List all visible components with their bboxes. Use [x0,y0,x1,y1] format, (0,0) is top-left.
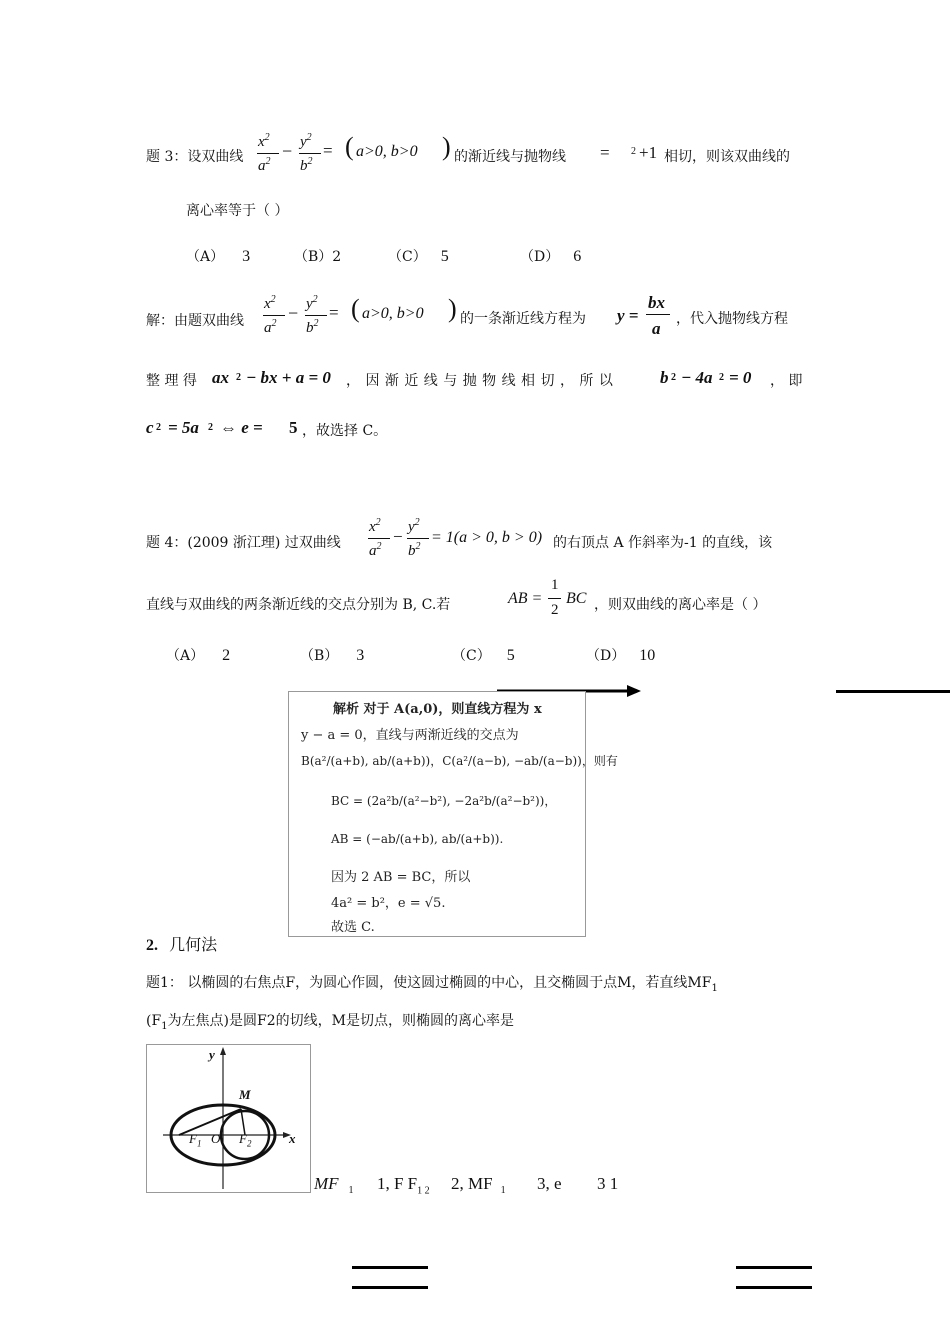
fig-o-label: O [211,1131,221,1146]
q3-line2: 离心率等于（ ） [186,203,289,219]
solution-line-2: y − a = 0，直线与两渐近线的交点为 [301,728,519,743]
q3-minus: − [282,141,293,161]
bottom-rule-2b [736,1286,812,1289]
q3-frac2-den: $b^2$ [300,156,313,174]
bottom-rule-1b [352,1286,428,1289]
sol3-eq3a: c [146,418,154,437]
q3-option-c: （C） 5 [388,248,449,265]
q4-cond: = 1(a > 0, b > 0) [431,529,543,546]
q4-frac2-num: $y^2$ [408,517,420,535]
q3-frac2-num: $y^2$ [300,132,312,150]
sol3-lead: 解：由题双曲线 [146,313,244,329]
q3-option-b: （B）2 [294,249,342,265]
q3-after: 的渐近线与抛物线 [454,149,566,165]
sol3-end: ，代入抛物线方程 [676,311,788,327]
fig-m-label: M [239,1087,251,1102]
sol3-y-eq: y = [617,306,639,325]
q4-option-d: （D） 10 [586,647,656,664]
q4-line2b: ，则双曲线的离心率是（ ） [594,597,767,613]
sol3-frac1-num: $x^2$ [264,294,276,312]
q4-minus: − [393,527,403,546]
sol3-frac2-bar [305,315,327,316]
sol3-eq2-sq2: 2 [719,372,724,383]
sol3-line2-prefix: 整 理 得 [146,373,197,389]
solution-line-6: 因为 2 AB = BC，所以 [331,870,471,885]
fig-f1-label: $F_1$ [189,1131,202,1149]
sol3-eq3c: ⇔ e = [220,418,263,437]
sol3-bx: bx [648,293,665,312]
sol3-eq1a: ax [212,368,229,387]
sol3-frac2-den: $b^2$ [306,318,319,336]
q4-half-den: 2 [551,602,559,618]
q1-answer-line: MF $_1$ 1, F $F_{1 2}$ 2, MF $_1$ 3, e 3 1 [314,1174,619,1197]
bottom-rule-2a [736,1266,812,1269]
q3-option-a: （A） 3 [186,248,251,265]
sol3-line2-end: ， 即 [770,373,803,389]
sol3-minus: − [288,303,299,323]
q4-option-b: （B） 3 [300,647,365,664]
q3-lparen: ( [345,132,354,161]
sol3-eq3b: = 5a [168,418,199,437]
solution-line-7: 4a² = b²，e = √5. [331,896,446,911]
sol3-line3-end: ，故选择 C。 [302,423,388,439]
q3-option-d: （D） 6 [520,248,582,265]
sol3-frac1-den: $a^2$ [264,318,277,336]
solution-line-3: B(a²/(a+b), ab/(a+b))，C(a²/(a−b), −ab/(a−b))，则有 [301,754,618,768]
sol3-eq1b: − bx + a = 0 [246,368,331,387]
q4-frac2-den: $b^2$ [408,541,421,559]
fig-x-label: x [289,1131,296,1146]
sol3-eq3d: 5 [289,418,298,437]
sol3-eq3-sq: 2 [156,422,161,433]
q3-sq: 2 [631,146,636,157]
q4-frac1-bar [368,538,390,539]
q3-tail2: 相切，则该双曲线的 [664,149,790,165]
q3-frac1-den: $a^2$ [258,156,271,174]
sol3-eq1-sq: 2 [236,372,241,383]
q3-tail: +1 [639,143,658,162]
sol3-lparen: ( [351,294,360,323]
q3-label: 题 3：设双曲线 [146,149,244,165]
sol3-eq2-sq: 2 [671,372,676,383]
q4-line2a: 直线与双曲线的两条渐近线的交点分别为 B, C.若 [146,597,451,613]
solution-line-4: BC = (2a²b/(a²−b²), −2a²b/(a²−b²))， [331,794,557,808]
sol3-mid: 的一条渐近线方程为 [460,311,586,327]
q4-half-num: 1 [551,577,559,593]
section2-heading: 2. 几何法 [146,935,218,954]
q4-frac1-num: $x^2$ [369,517,381,535]
sol3-rparen: ) [448,294,457,323]
sol3-eq2c: = 0 [729,368,752,387]
sol3-eq2a: b [660,368,669,387]
q4-frac2-bar [407,538,429,539]
solution-line-1: 解析 对于 A(a,0)，则直线方程为 x [333,702,542,717]
q3-rparen: ) [442,132,451,161]
sol3-eq2b: − 4a [681,368,713,387]
solution-image [288,691,618,937]
q4-option-c: （C） 5 [452,647,515,664]
bottom-rule-1a [352,1266,428,1269]
q3-eq2: = [600,143,610,162]
q4-frac1-den: $a^2$ [369,541,382,559]
sol3-eq3-sq2: 2 [208,422,213,433]
sol3-frac1-bar [263,315,285,316]
sol3-a: a [652,319,661,338]
decorative-rule [836,690,950,693]
solution-line-8: 故选 C. [331,920,375,935]
q3-frac2-bar [299,153,321,154]
q4-after: 的右顶点 A 作斜率为-1 的直线，该 [553,535,773,551]
sol3-cond: a>0, b>0 [362,305,424,322]
q4-label: 题 4：(2009 浙江理) 过双曲线 [146,535,341,551]
q4-option-a: （A） 2 [166,647,231,664]
q4-half-bar [548,598,561,599]
q3-frac1-num: $x^2$ [258,132,270,150]
q1-line1: 题1： 以椭圆的右焦点F，为圆心作圆，使这圆过椭圆的中心，且交椭圆于点M，若直线$MF_1$ [146,975,718,994]
q1-line2: ($F_1$为左焦点)是圆F2的切线，M是切点，则椭圆的离心率是 [146,1013,514,1032]
q4-ab: AB = [508,590,543,607]
q4-bc: BC [566,590,587,607]
sol3-frac2-num: $y^2$ [306,294,318,312]
q3-cond: a>0, b>0 [356,143,418,160]
q3-frac1-bar [257,153,279,154]
q3-eq: = [323,141,333,160]
fig-f2-label: $F_2$ [239,1131,252,1149]
sol3-eq: = [329,303,339,322]
fig-y-label: y [209,1047,215,1062]
solution-line-5: AB = (−ab/(a+b), ab/(a+b)). [331,832,504,846]
sol3-line2-mid: ， 因 渐 近 线 与 抛 物 线 相 切 ， 所 以 [346,373,614,389]
sol3-slope-bar [646,314,670,315]
ellipse-figure [146,1044,311,1193]
